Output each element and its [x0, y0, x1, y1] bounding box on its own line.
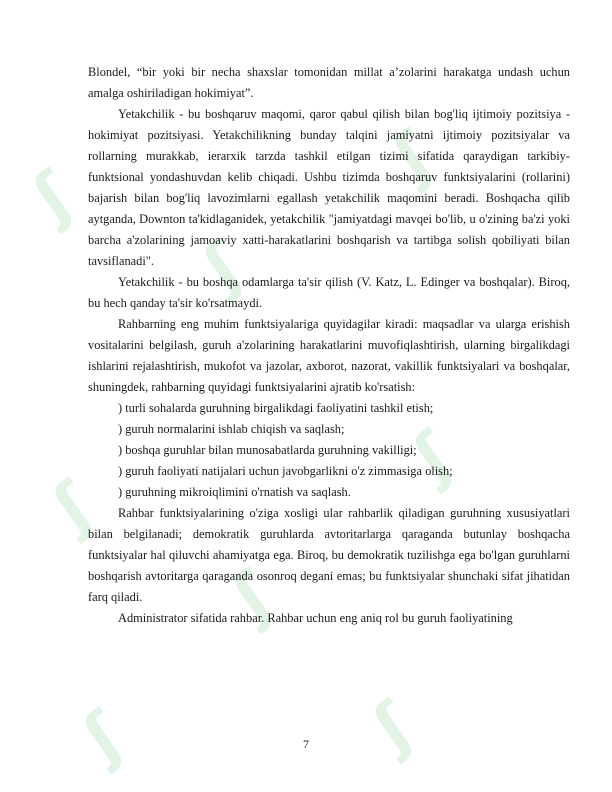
- watermark-glyph: ʃ: [401, 419, 466, 495]
- list-item: ) boshqa guruhlar bilan munosabatlarda guruhning vakilligi;: [118, 443, 417, 457]
- document-body: [88, 62, 570, 629]
- watermark-glyph: ʃ: [381, 119, 446, 195]
- list-item: ) guruhning mikroiqlimini o'rnatish va saqlash.: [118, 485, 351, 499]
- watermark-glyph: ʃ: [221, 559, 286, 635]
- list-item: ) guruh faoliyati natijalari uchun javobgarlikni o'z zimmasiga olish;: [118, 464, 453, 478]
- paragraph: Rahbar funktsiyalarining o'ziga xosligi ular rahbarlik qiladigan guruhning xususiyatlari bilan belgilanadi; demokratik guruhlarda avtoritarlarga qaraganda butunlay boshqacha funktsiyalar hal qiluvchi ahamiyatga ega. Biroq, bu demokratik tuzilishga ega bo'lgan guruhlarni boshqarish avtoritarga qaraganda osonroq degani emas; bu funktsiyalar shunchaki sifat jihatidan farq qiladi.: [88, 506, 570, 604]
- watermark-glyph: ʃ: [41, 469, 106, 545]
- watermark-glyph: ʃ: [361, 689, 426, 765]
- paragraph: Rahbarning eng muhim funktsiyalariga quyidagilar kiradi: maqsadlar va ularga erishish vositalarini belgilash, guruh a'zolarining harakatlarini muvofiqlashtirish, ularning birgalikdagi ishlarini rejalashtirish, mukofot va jazolar, axborot, nazorat, vakillik funktsiyalari va boshqalar, shuningdek, rahbarning quyidagi funktsiyalarini ajratib ko'rsatish:: [88, 317, 570, 394]
- list-item: ) turli sohalarda guruhning birgalikdagi faoliyatini tashkil etish;: [118, 401, 434, 415]
- watermark-glyph: ʃ: [21, 159, 86, 235]
- watermark-glyph: ʃ: [71, 699, 136, 775]
- paragraph: Yetakchilik - bu boshqa odamlarga ta'sir qilish (V. Katz, L. Edinger va boshqalar). Biroq, bu hech qanday ta'sir ko'rsatmaydi.: [88, 275, 570, 310]
- paragraph: Yetakchilik - bu boshqaruv maqomi, qaror qabul qilish bilan bog'liq ijtimoiy pozitsiya - hokimiyat pozitsiyasi. Yetakchilikning bunday talqini jamiyatni ijtimoiy pozitsiyalar va rollarning murakkab, ierarxik tarzda tashkil etilgan tizimi sifatida qaraydigan tarkibiy-funktsional yondashuvdan kelib chiqadi. Ushbu tizimda boshqaruv funktsiyalarini (rollarini) bajarish bilan bog'liq lavozimlarni egallash yetakchilik maqomini beradi. Boshqacha qilib aytganda, Downton ta'kidlaganidek, yetakchilik "jamiyatdagi mavqei bo'lib, u o'zining ba'zi yoki barcha a'zolarining jamoaviy xatti-harakatlarini boshqarish va tartibga solish qobiliyati bilan tavsiflanadi".: [88, 107, 570, 268]
- paragraph: Administrator sifatida rahbar. Rahbar uchun eng aniq rol bu guruh faoliyatining: [118, 611, 513, 625]
- watermark-glyph: ʃ: [191, 229, 256, 305]
- paragraph: Blondel, “bir yoki bir necha shaxslar tomonidan millat a’zolarini harakatga undash uchun amalga oshiriladigan hokimiyat”.: [88, 65, 570, 100]
- page-number: 7: [303, 737, 309, 751]
- list-item: ) guruh normalarini ishlab chiqish va saqlash;: [118, 422, 345, 436]
